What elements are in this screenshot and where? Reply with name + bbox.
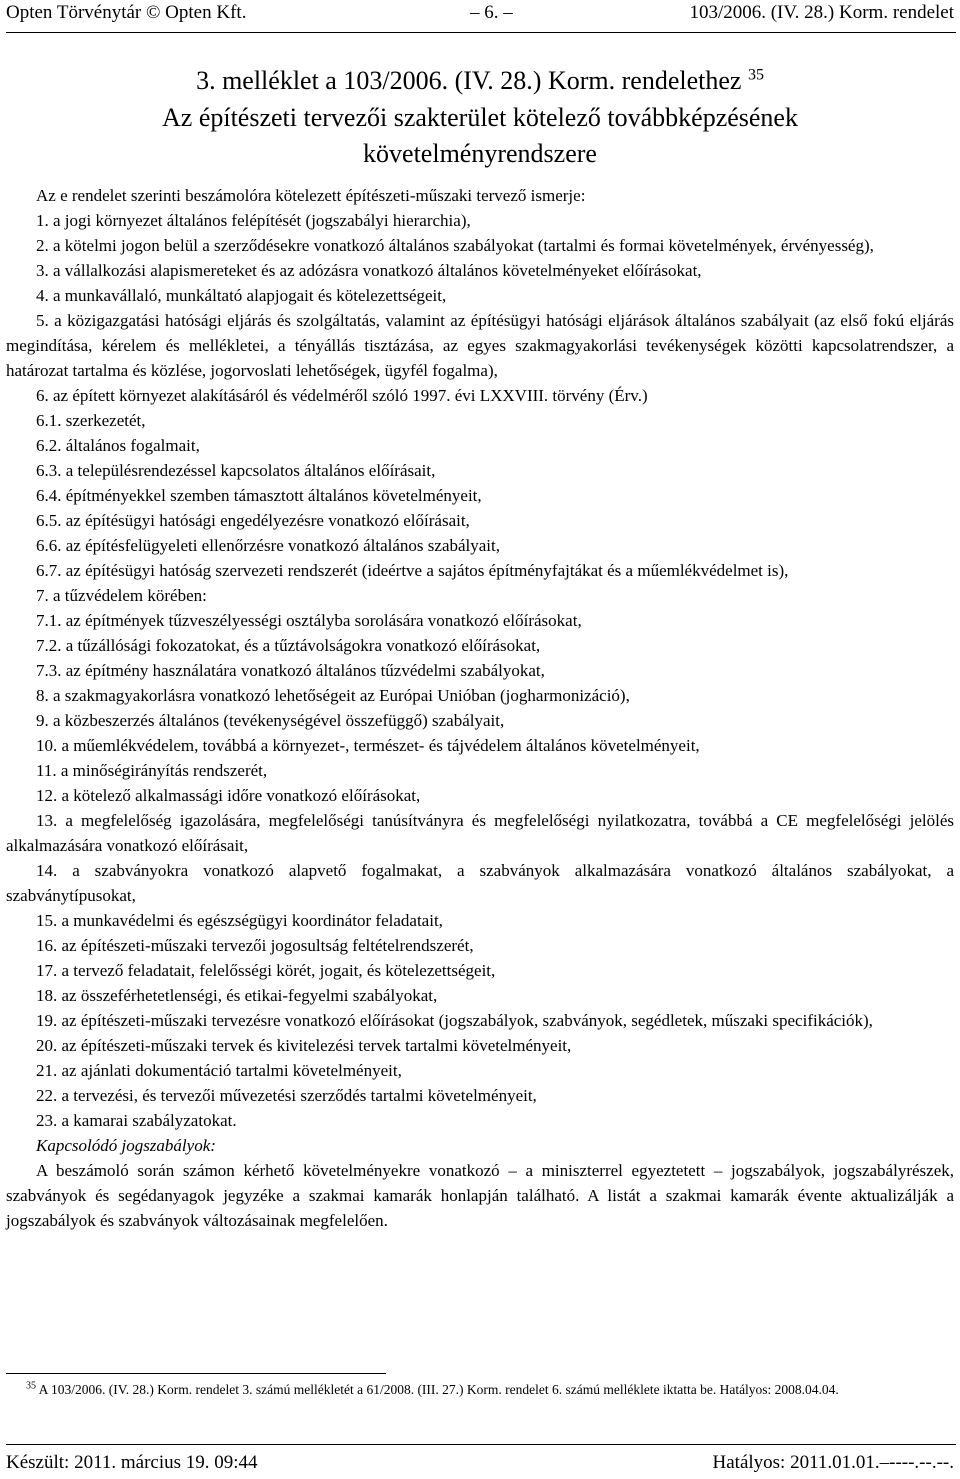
list-item: 8. a szakmagyakorlásra vonatkozó lehetőségeit az Európai Unióban (jogharmonizáció), [36,686,630,705]
list-item: 13. a megfelelőség igazolására, megfelelőségi tanúsítványra és megfelelőségi nyilatkozatra, továbbá a CE megfelelőségi jelölés alkalmazására vonatkozó előírásait, [6,811,954,855]
intro-text: Az e rendelet szerinti beszámolóra kötelezett építészeti-műszaki tervező ismerje: [36,186,586,205]
document-body [6,183,954,1233]
list-item: 23. a kamarai szabályzatokat. [36,1111,237,1130]
requirements-list [6,208,954,1133]
page-header [0,0,960,30]
header-page-number: – 6. – [470,2,513,23]
related-text: A beszámoló során számon kérhető követelményekre vonatkozó – a miniszterrel egyeztetett – jogszabályok, jogszabályrészek, szabványok és segédanyagok jegyzéke a szakmai kamarák honlapján található. A listát a szakmai kamarák évente aktualizálják a jogszabályok és szabványok változásainak megfelelően. [6,1161,954,1230]
list-item: 7. a tűzvédelem körében: [36,586,207,605]
list-item: 6.2. általános fogalmait, [36,436,200,455]
header-document-title: 103/2006. (IV. 28.) Korm. rendelet [689,2,954,23]
list-item: 15. a munkavédelmi és egészségügyi koordinátor feladatait, [36,911,443,930]
list-item: 6.3. a településrendezéssel kapcsolatos általános előírásait, [36,461,436,480]
list-item: 20. az építészeti-műszaki tervek és kivitelezési tervek tartalmi követelményeit, [36,1036,572,1055]
list-item: 7.2. a tűzállósági fokozatokat, és a tűztávolságokra vonatkozó előírásokat, [36,636,541,655]
footnote-text: A 103/2006. (IV. 28.) Korm. rendelet 3. számú mellékletét a 61/2008. (III. 27.) Korm. rendelet 6. számú melléklete iktatta be. Hatályos: 2008.04.04. [38,1382,839,1397]
list-item: 14. a szabványokra vonatkozó alapvető fogalmakat, a szabványok alkalmazására vonatkozó általános szabályokat, a szabványtípusokat, [6,861,954,905]
list-item: 12. a kötelező alkalmassági időre vonatkozó előírásokat, [36,786,421,805]
footnote [6,1380,954,1400]
footnote-reference[interactable]: 35 [747,66,764,84]
list-item: 6.7. az építésügyi hatóság szervezeti rendszerét (ideértve a sajátos építményfajtákat és a műemlékvédelmet is), [36,561,789,580]
list-item: 18. az összeférhetetlenségi, és etikai-fegyelmi szabályokat, [36,986,438,1005]
list-item: 1. a jogi környezet általános felépítését (jogszabályi hierarchia), [36,211,471,230]
footnote-divider [6,1373,386,1374]
list-item: 3. a vállalkozási alapismereteket és az adózásra vonatkozó általános követelményeket előírásokat, [36,261,702,280]
list-item: 17. a tervező feladatait, felelősségi körét, jogait, és kötelezettségeit, [36,961,496,980]
related-heading: Kapcsolódó jogszabályok: [36,1136,216,1155]
header-source: Opten Törvénytár © Opten Kft. [6,2,247,23]
footer-effective: Hatályos: 2011.01.01.–----.--.--. [712,1452,954,1473]
list-item: 7.3. az építmény használatára vonatkozó általános tűzvédelmi szabályokat, [36,661,545,680]
footer-created: Készült: 2011. március 19. 09:44 [6,1452,258,1473]
list-item: 9. a közbeszerzés általános (tevékenységével összefüggő) szabályait, [36,711,505,730]
annex-title-text: 3. melléklet a 103/2006. (IV. 28.) Korm. rendelethez [196,66,742,95]
list-item: 2. a kötelmi jogon belül a szerződésekre vonatkozó általános szabályokat (tartalmi és formai követelmények, érvényesség), [36,236,874,255]
annex-subtitle-line1: Az építészeti tervezői szakterület kötelező továbbképzésének [162,103,798,132]
list-item: 16. az építészeti-műszaki tervezői jogosultság feltételrendszerét, [36,936,474,955]
list-item: 21. az ajánlati dokumentáció tartalmi követelményeit, [36,1061,402,1080]
list-item: 22. a tervezési, és tervezői művezetési szerződés tartalmi követelményeit, [36,1086,537,1105]
list-item: 19. az építészeti-műszaki tervezésre vonatkozó előírásokat (jogszabályok, szabványok, segédletek, műszaki specifikációk), [36,1011,873,1030]
list-item: 6.5. az építésügyi hatósági engedélyezésre vonatkozó előírásait, [36,511,470,530]
list-item: 5. a közigazgatási hatósági eljárás és szolgáltatás, valamint az építésügyi hatósági eljárások általános szabályait (az első fokú eljárás megindítása, kérelem és mellékletei, a tényállás tisztázása, az egyes szakmagyakorlási tevékenységek közötti kapcsolatrendszer, a határozat tartalma és közlése, jogorvoslati lehetőségek, ügyfél fogalma), [6,311,954,380]
footer-divider [6,1444,956,1445]
list-item: 11. a minőségirányítás rendszerét, [36,761,268,780]
footnote-number: 35 [26,1380,36,1392]
annex-title [0,64,960,98]
list-item: 6.6. az építésfelügyeleti ellenőrzésre vonatkozó általános szabályait, [36,536,500,555]
list-item: 4. a munkavállaló, munkáltató alapjogait és kötelezettségeit, [36,286,447,305]
header-divider [6,32,956,33]
list-item: 7.1. az építmények tűzveszélyességi osztályba sorolására vonatkozó előírásokat, [36,611,582,630]
list-item: 10. a műemlékvédelem, továbbá a környezet-, természet- és tájvédelem általános követelményeit, [36,736,700,755]
list-item: 6.4. építményekkel szemben támasztott általános követelményeit, [36,486,482,505]
list-item: 6. az épített környezet alakításáról és védelméről szóló 1997. évi LXXVIII. törvény (Érv.) [36,386,648,405]
annex-subtitle-line2: követelményrendszere [363,139,597,168]
list-item: 6.1. szerkezetét, [36,411,146,430]
